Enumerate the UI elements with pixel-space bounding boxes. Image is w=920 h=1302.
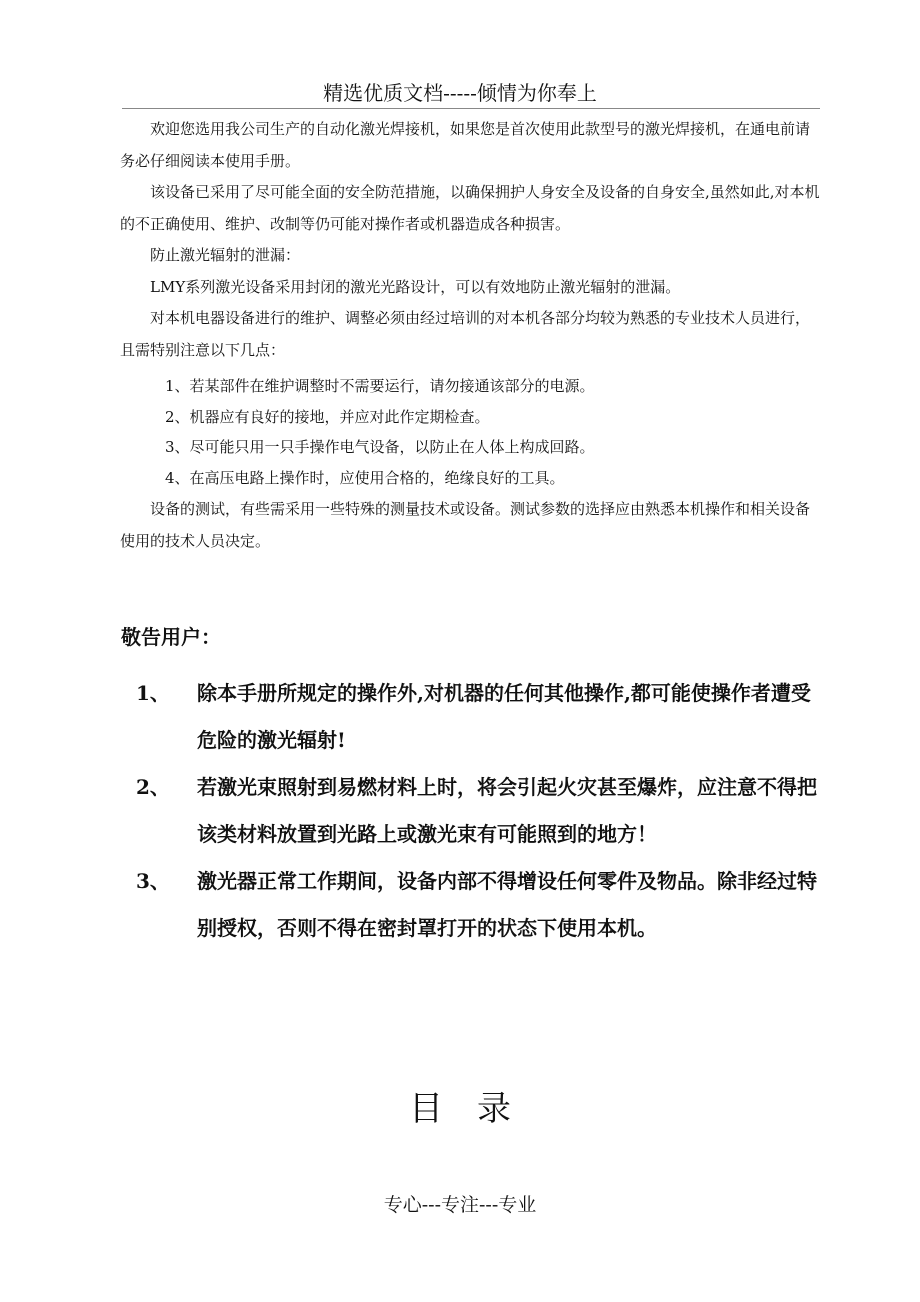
page-header: 精选优质文档-----倾情为你奉上 (323, 81, 597, 105)
warning-item (0, 764, 920, 858)
testing-section (120, 494, 824, 557)
warning-item (0, 670, 920, 764)
intro-paragraph: 对本机电器设备进行的维护、调整必须由经过培训的对本机各部分均较为熟悉的专业技术人员进行，且需特别注意以下几点： (120, 309, 811, 359)
precaution-item: 3、尽可能只用一只手操作电气设备，以防止在人体上构成回路。 (165, 438, 595, 456)
header-rule (122, 108, 820, 109)
intro-paragraph: 欢迎您选用我公司生产的自动化激光焊接机，如果您是首次使用此款型号的激光焊接机，在通电前请务必仔细阅读本使用手册。 (120, 120, 811, 170)
warning-item (0, 858, 920, 952)
precaution-item: 1、若某部件在维护调整时不需要运行，请勿接通该部分的电源。 (165, 377, 595, 395)
warning-number: 3、 (136, 869, 170, 893)
intro-section (120, 114, 824, 366)
precaution-list (165, 371, 805, 493)
warning-list (0, 670, 920, 952)
precaution-item: 2、机器应有良好的接地，并应对此作定期检查。 (165, 407, 490, 426)
page-footer: 专心---专注---专业 (383, 1194, 537, 1216)
precaution-item: 4、在高压电路上操作时，应使用合格的，绝缘良好的工具。 (165, 468, 565, 487)
toc-title: 目录 (409, 1089, 545, 1129)
warning-text: 激光器正常工作期间，设备内部不得增设任何零件及物品。除非经过特别授权，否则不得在密封罩打开的状态下使用本机。 (197, 869, 817, 940)
intro-paragraph: 防止激光辐射的泄漏： (150, 246, 301, 264)
warning-number: 2、 (136, 775, 170, 799)
warning-title: 敬告用户： (121, 625, 221, 649)
intro-paragraph: 该设备已采用了尽可能全面的安全防范措施，以确保拥护人身安全及设备的自身安全,虽然如此,对本机的不正确使用、维护、改制等仍可能对操作者或机器造成各种损害。 (120, 183, 820, 233)
warning-text: 若激光束照射到易燃材料上时，将会引起火灾甚至爆炸，应注意不得把该类材料放置到光路上或激光束有可能照到的地方！ (197, 775, 817, 846)
testing-paragraph: 设备的测试，有些需采用一些特殊的测量技术或设备。测试参数的选择应由熟悉本机操作和相关设备使用的技术人员决定。 (120, 500, 811, 550)
warning-number: 1、 (136, 681, 170, 705)
intro-paragraph: LMY系列激光设备采用封闭的激光光路设计，可以有效地防止激光辐射的泄漏。 (150, 277, 681, 296)
warning-text: 除本手册所规定的操作外,对机器的任何其他操作,都可能使操作者遭受危险的激光辐射! (197, 681, 811, 752)
